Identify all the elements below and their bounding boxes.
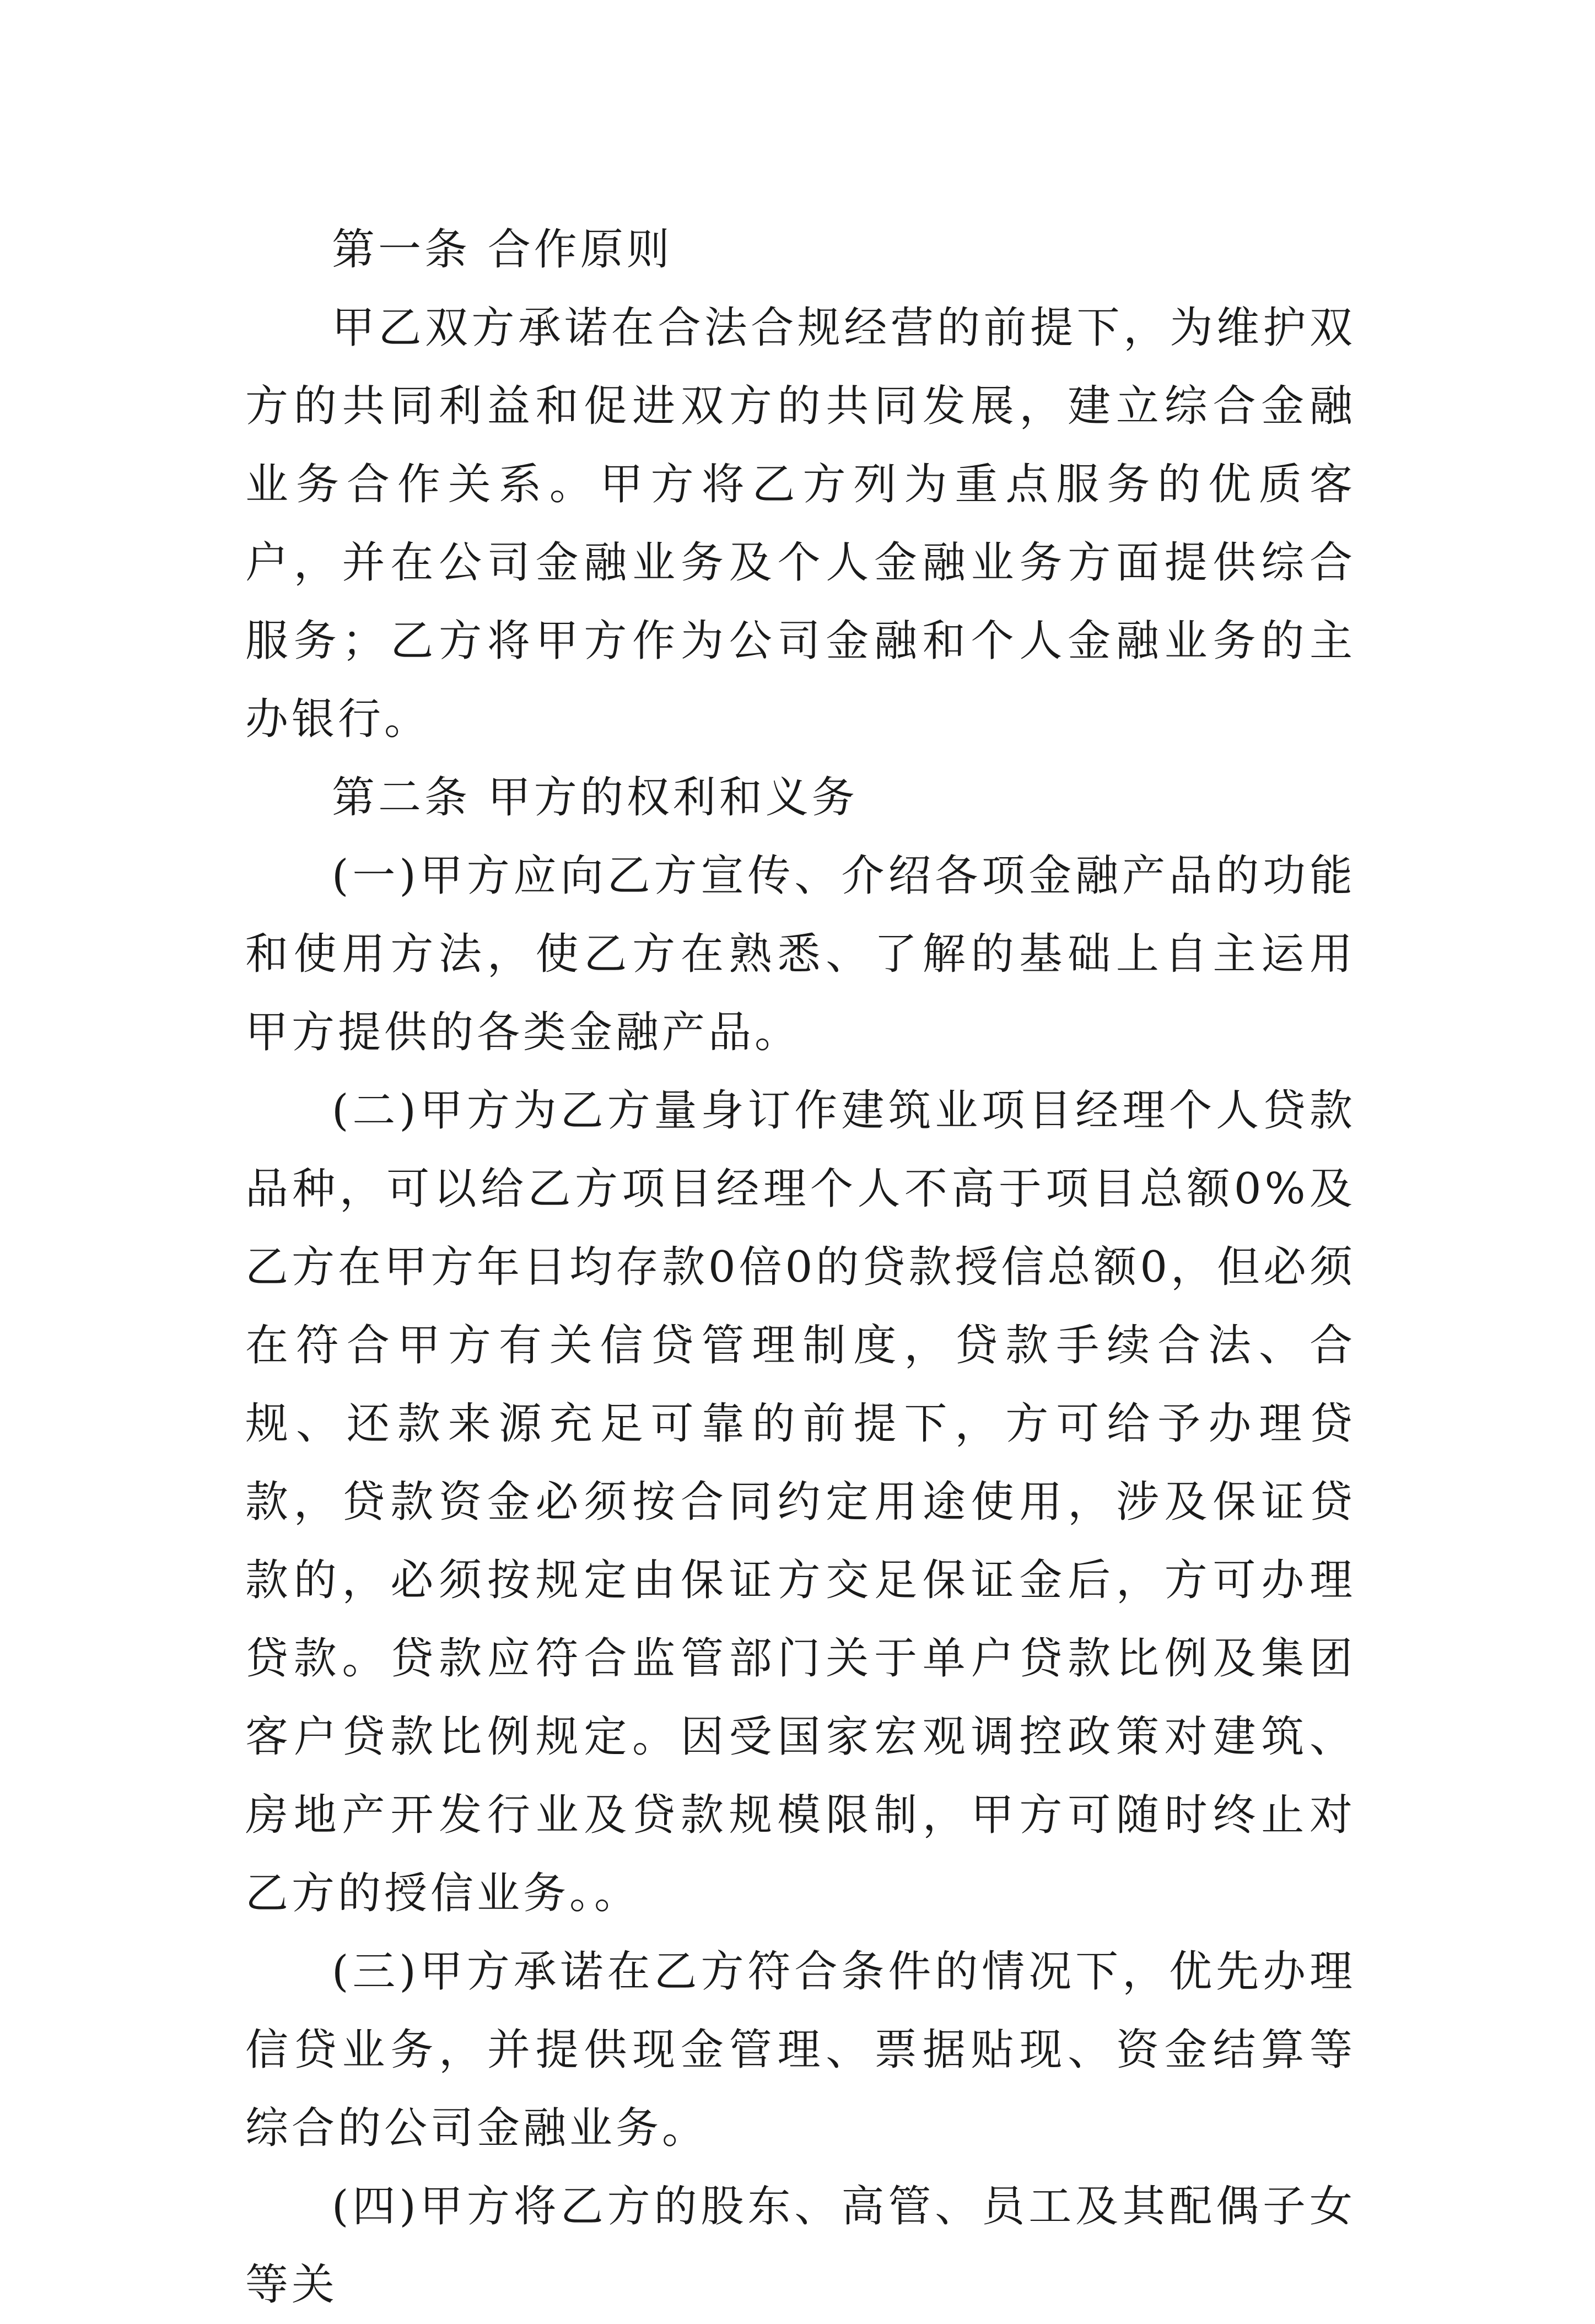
article-2-clause-4: (四)甲方将乙方的股东、高管、员工及其配偶子女等关	[245, 2182, 1356, 2310]
article-2-clause-2: (二)甲方为乙方量身订作建筑业项目经理个人贷款品种，可以给乙方项目经理个人不高于项目总额0%及乙方在甲方年日均存款0倍0的贷款授信总额0，但必须在符合甲方有关信贷管理制度，贷款手续合法、合规、还款来源充足可靠的前提下，方可给予办理贷款，贷款资金必须按合同约定用途使用，涉及保证贷款的，必须按规定由保证方交足保证金后，方可办理贷款。贷款应符合监管部门关于单户贷款比例及集团客户贷款比例规定。因受国家宏观调控政策对建筑、房地产开发行业及贷款规模限制，甲方可随时终止对乙方的授信业务。。	[245, 1086, 1356, 1918]
article-2-heading: 第二条 甲方的权利和义务	[332, 773, 858, 822]
article-1-paragraph: 甲乙双方承诺在合法合规经营的前提下，为维护双方的共同利益和促进双方的共同发展，建立综合金融业务合作关系。甲方将乙方列为重点服务的优质客户，并在公司金融业务及个人金融业务方面提供综合服务；乙方将甲方作为公司金融和个人金融业务的主办银行。	[245, 303, 1356, 744]
article-2-clause-1: (一)甲方应向乙方宣传、介绍各项金融产品的功能和使用方法，使乙方在熟悉、了解的基础上自主运用甲方提供的各类金融产品。	[245, 851, 1356, 1057]
article-1-heading: 第一条 合作原则	[332, 225, 673, 275]
document-body	[245, 211, 1356, 2324]
article-2-clause-3: (三)甲方承诺在乙方符合条件的情况下，优先办理信贷业务，并提供现金管理、票据贴现、资金结算等综合的公司金融业务。	[245, 1947, 1356, 2153]
